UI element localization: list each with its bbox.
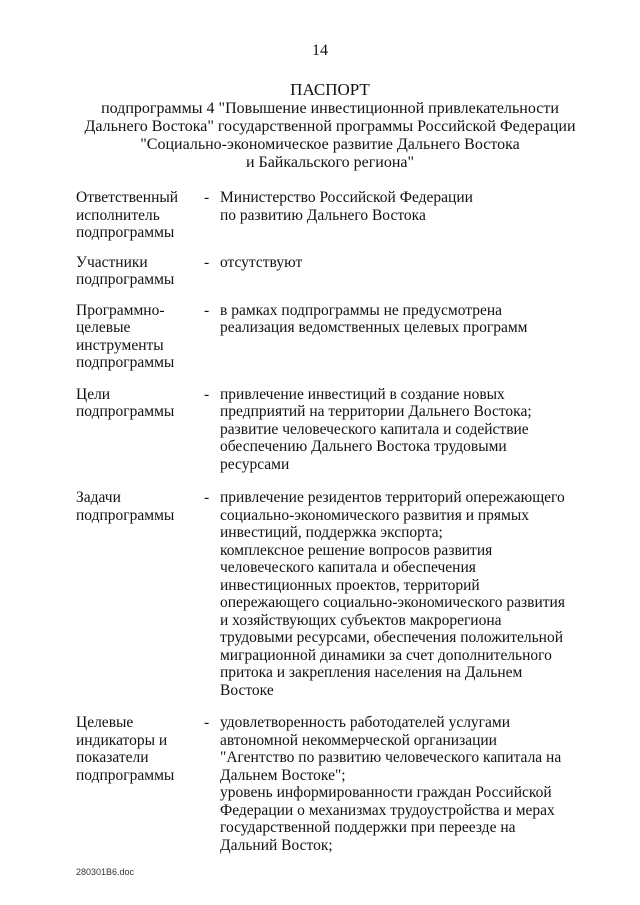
- document-filename: 280301B6.doc: [76, 867, 135, 877]
- page-number: 14: [312, 42, 328, 59]
- label-line: Задачи: [76, 489, 121, 506]
- label-line: Целевые: [76, 714, 134, 731]
- value-line: привлечение резидентов территорий опережающего: [220, 489, 565, 506]
- row-value: [220, 254, 576, 272]
- label-line: подпрограммы: [76, 766, 175, 784]
- passport-row-tasks: [76, 489, 576, 699]
- row-value: [220, 189, 576, 224]
- passport-heading: ПАСПОРТ: [290, 80, 370, 99]
- row-dash: -: [204, 189, 210, 206]
- label-line: исполнитель: [76, 206, 160, 224]
- value-line: Министерство Российской Федерации: [220, 189, 473, 206]
- value-line: предприятий на территории Дальнего Востока;: [220, 403, 532, 420]
- value-line: в рамках подпрограммы не предусмотрена: [220, 301, 503, 319]
- value-line: трудовыми ресурсами, обеспечения положительной: [220, 629, 563, 646]
- label-line: подпрограммы: [76, 403, 175, 420]
- value-line: по развитию Дальнего Востока: [220, 206, 426, 224]
- row-dash: -: [204, 253, 210, 271]
- row-dash: -: [204, 385, 210, 403]
- title-line: Дальнего Востока" государственной программы Российской Федерации: [84, 118, 576, 135]
- value-line: государственной поддержки при переезде на: [220, 819, 516, 836]
- row-label: [76, 489, 204, 524]
- value-line: комплексное решение вопросов развития: [220, 541, 493, 559]
- value-line: Дальнем Востоке";: [220, 766, 346, 784]
- value-line: человеческого капитала и обеспечения: [220, 559, 476, 576]
- value-line: опережающего социально-экономического развития: [220, 594, 565, 611]
- row-label: [76, 189, 204, 242]
- value-line: удовлетворенность работодателей услугами: [220, 714, 511, 731]
- value-line: притока и закрепления населения на Дальнем: [220, 664, 523, 681]
- passport-row-goals: [76, 386, 576, 474]
- value-line: реализация ведомственных целевых программ: [220, 319, 528, 336]
- label-line: целевые: [76, 319, 131, 336]
- passport-row-indicators: [76, 714, 576, 854]
- title-block: [60, 80, 600, 172]
- passport-row-participants: [76, 254, 576, 289]
- title-line: "Социально-экономическое развитие Дальнего Востока: [140, 136, 520, 153]
- row-label: [76, 714, 204, 784]
- passport-table: [76, 189, 576, 854]
- label-line: подпрограммы: [76, 271, 175, 288]
- label-line: Ответственный: [76, 189, 179, 206]
- value-line: развитие человеческого капитала и содействие: [220, 420, 529, 438]
- label-line: индикаторы и: [76, 731, 168, 749]
- value-line: Востоке: [220, 681, 274, 699]
- value-line: Федерации о механизмах трудоустройства и мерах: [220, 801, 555, 819]
- label-line: Цели: [76, 385, 111, 403]
- row-value: [220, 302, 576, 337]
- value-line: ресурсами: [220, 455, 290, 473]
- title-line: подпрограммы 4 "Повышение инвестиционной привлекательности: [101, 100, 559, 117]
- value-line: и хозяйствующих субъектов макрорегиона: [220, 611, 502, 629]
- row-value: [220, 714, 576, 854]
- value-line: инвестиций, поддержка экспорта;: [220, 524, 443, 541]
- value-line: привлечение инвестиций в создание новых: [220, 385, 505, 403]
- row-dash: -: [204, 714, 210, 731]
- label-line: Участники: [76, 253, 148, 271]
- label-line: подпрограммы: [76, 224, 175, 241]
- value-line: миграционной динамики за счет дополнительного: [220, 646, 552, 664]
- value-line: "Агентство по развитию человеческого капитала на: [220, 749, 562, 766]
- value-line: обеспечению Дальнего Востока трудовыми: [220, 438, 507, 455]
- title-line: и Байкальского региона": [245, 154, 415, 171]
- row-dash: -: [204, 301, 210, 319]
- row-label: [76, 386, 204, 421]
- label-line: Программно-: [76, 301, 165, 319]
- value-line: автономной некоммерческой организации: [220, 731, 497, 749]
- passport-row-responsible: [76, 189, 576, 242]
- label-line: инструменты: [76, 336, 164, 354]
- row-label: [76, 302, 204, 372]
- row-value: [220, 386, 576, 474]
- label-line: показатели: [76, 749, 149, 766]
- row-label: [76, 254, 204, 289]
- value-line: отсутствуют: [220, 253, 303, 271]
- value-line: социально-экономического развития и прямых: [220, 506, 530, 524]
- label-line: подпрограммы: [76, 506, 175, 524]
- row-dash: -: [204, 489, 210, 506]
- value-line: инвестиционных проектов, территорий: [220, 576, 480, 594]
- row-value: [220, 489, 576, 699]
- value-line: уровень информированности граждан Российской: [220, 784, 552, 801]
- value-line: Дальний Восток;: [220, 836, 333, 854]
- label-line: подпрограммы: [76, 354, 175, 371]
- passport-row-instruments: [76, 302, 576, 372]
